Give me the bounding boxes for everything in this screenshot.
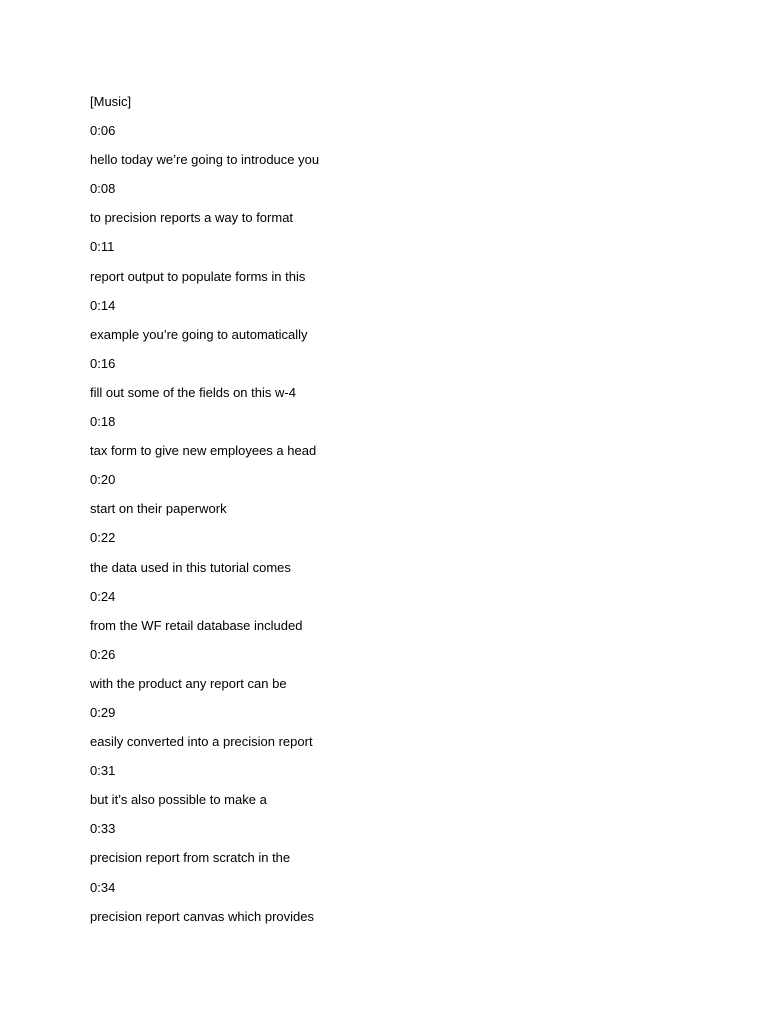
transcript-text: start on their paperwork — [90, 501, 227, 517]
timestamp: 0:14 — [90, 297, 116, 313]
transcript-text: report output to populate forms in this — [90, 268, 306, 284]
timestamp: 0:08 — [90, 181, 116, 197]
transcript-text: tax form to give new employees a head — [90, 443, 317, 459]
transcript-text: from the WF retail database included — [90, 617, 303, 633]
transcript-text: with the product any report can be — [90, 675, 287, 691]
transcript-text: example you’re going to automatically — [90, 326, 308, 342]
timestamp: 0:18 — [90, 414, 116, 430]
transcript-text: precision report canvas which provides — [90, 908, 314, 924]
timestamp: 0:20 — [90, 472, 116, 488]
timestamp: 0:34 — [90, 879, 116, 895]
timestamp: 0:33 — [90, 821, 116, 837]
timestamp: 0:16 — [90, 355, 116, 371]
transcript-text: fill out some of the fields on this w-4 — [90, 384, 296, 400]
timestamp: 0:26 — [90, 646, 116, 662]
transcript-text: hello today we’re going to introduce you — [90, 152, 320, 168]
transcript-text: precision report from scratch in the — [90, 850, 291, 866]
timestamp: 0:31 — [90, 763, 116, 779]
timestamp: 0:29 — [90, 704, 116, 720]
timestamp: 0:24 — [90, 588, 116, 604]
transcript-text: the data used in this tutorial comes — [90, 559, 291, 575]
transcript-text: easily converted into a precision report — [90, 734, 313, 750]
timestamp: 0:11 — [90, 239, 115, 255]
transcript-body — [90, 92, 690, 936]
timestamp: 0:06 — [90, 123, 116, 139]
music-cue: [Music] — [90, 94, 132, 109]
transcript-text: to precision reports a way to format — [90, 210, 294, 226]
transcript-text: but it’s also possible to make a — [90, 792, 267, 808]
timestamp: 0:22 — [90, 530, 116, 546]
